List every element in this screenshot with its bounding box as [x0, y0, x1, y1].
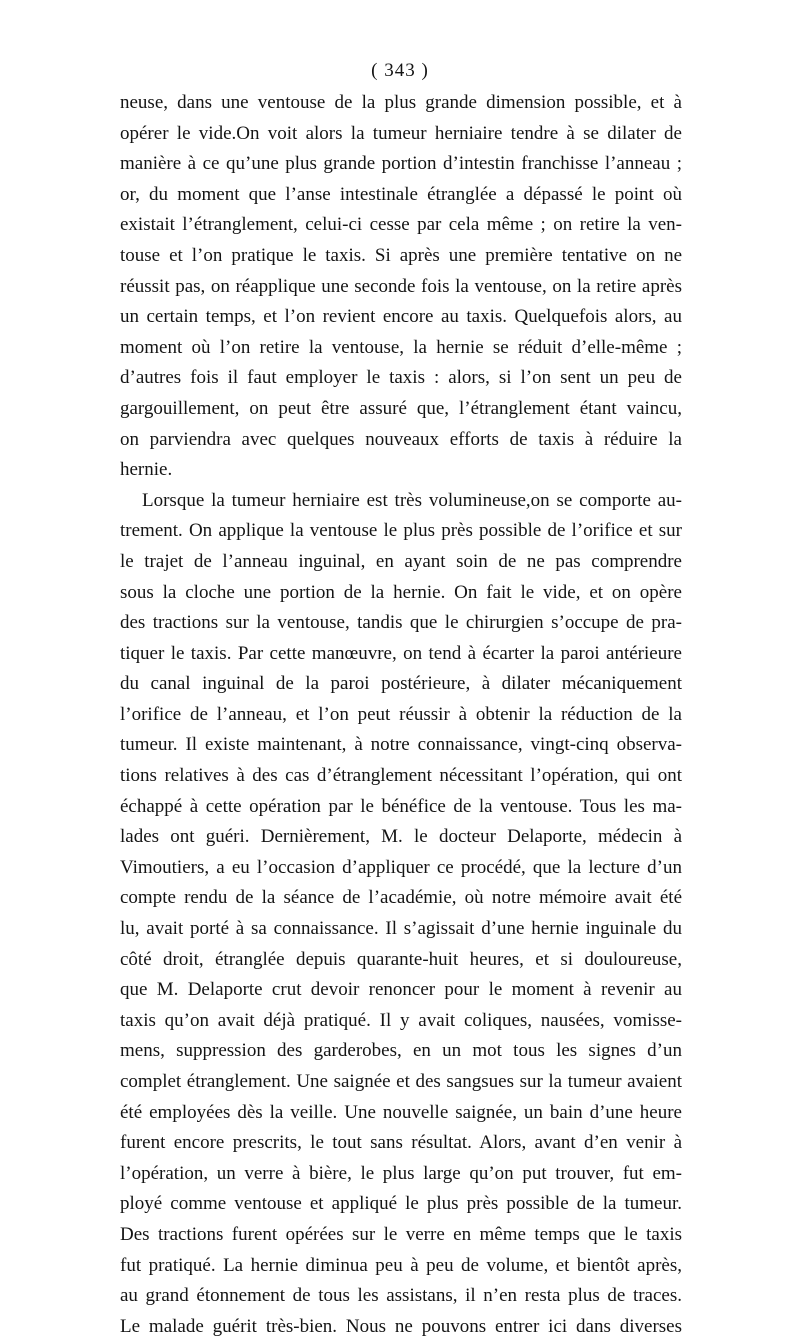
text-line: lu, avait porté à sa connaissance. Il s’agissait d’une hernie inguinale du: [120, 918, 682, 940]
text-line: d’autres fois il faut employer le taxis : alors, si l’on sent un peu de: [120, 367, 682, 389]
text-line: mens, suppression des garderobes, en un mot tous les signes d’un: [120, 1040, 682, 1062]
text-line: côté droit, étranglée depuis quarante-huit heures, et si douloureuse,: [120, 948, 682, 970]
text-line: l’opération, un verre à bière, le plus large qu’on put trouver, fut em-: [120, 1162, 682, 1184]
text-line: trement. On applique la ventouse le plus près possible de l’orifice et sur: [120, 520, 682, 542]
text-line: du canal inguinal de la paroi postérieure, à dilater mécaniquement: [120, 673, 682, 695]
text-line: manière à ce qu’une plus grande portion d’intestin franchisse l’anneau ;: [120, 153, 682, 175]
text-line: Des tractions furent opérées sur le verre en même temps que le taxis: [120, 1223, 682, 1245]
page-number: ( 343 ): [371, 60, 429, 81]
text-line: compte rendu de la séance de l’académie, où notre mémoire avait été: [120, 887, 682, 909]
text-line: taxis qu’on avait déjà pratiqué. Il y avait coliques, nausées, vomisse-: [120, 1009, 682, 1031]
text-line: Vimoutiers, a eu l’occasion d’appliquer ce procédé, que la lecture d’un: [120, 856, 682, 878]
paragraph-start-line: Lorsque la tumeur herniaire est très volumineuse,on se comporte au-: [142, 489, 682, 511]
body-text: [120, 88, 682, 1342]
paragraph-end-line: hernie.: [120, 459, 173, 481]
text-line: lades ont guéri. Dernièrement, M. le docteur Delaporte, médecin à: [120, 826, 682, 848]
text-line: échappé à cette opération par le bénéfice de la ventouse. Tous les ma-: [120, 795, 682, 817]
text-line: neuse, dans une ventouse de la plus grande dimension possible, et à: [120, 92, 682, 113]
text-line: ployé comme ventouse et appliqué le plus près possible de la tumeur.: [120, 1193, 682, 1215]
text-line: complet étranglement. Une saignée et des sangsues sur la tumeur avaient: [120, 1071, 682, 1092]
text-line: on parviendra avec quelques nouveaux efforts de taxis à réduire la: [120, 428, 682, 450]
text-line: opérer le vide.On voit alors la tumeur herniaire tendre à se dilater de: [120, 122, 682, 144]
text-line: furent encore prescrits, le tout sans résultat. Alors, avant d’en venir à: [120, 1132, 682, 1154]
text-line: or, du moment que l’anse intestinale étranglée a dépassé le point où: [120, 183, 682, 205]
text-line: fut pratiqué. La hernie diminua peu à peu de volume, et bientôt après,: [120, 1254, 682, 1276]
text-line: que M. Delaporte crut devoir renoncer pour le moment à revenir au: [120, 979, 682, 1001]
text-line: existait l’étranglement, celui-ci cesse par cela même ; on retire la ven-: [120, 214, 682, 236]
text-line: l’orifice de l’anneau, et l’on peut réussir à obtenir la réduction de la: [120, 703, 682, 725]
text-line: Le malade guérit très-bien. Nous ne pouvons entrer ici dans diverses: [120, 1315, 682, 1337]
text-line: moment où l’on retire la ventouse, la hernie se réduit d’elle-même ;: [120, 336, 682, 358]
text-line: au grand étonnement de tous les assistans, il n’en resta plus de traces.: [120, 1285, 682, 1307]
text-line: tiquer le taxis. Par cette manœuvre, on tend à écarter la paroi antérieure: [120, 642, 682, 664]
text-line: tions relatives à des cas d’étranglement nécessitant l’opération, qui ont: [120, 765, 682, 787]
text-line: réussit pas, on réapplique une seconde fois la ventouse, on la retire après: [120, 275, 682, 297]
text-line: été employées dès la veille. Une nouvelle saignée, un bain d’une heure: [120, 1101, 682, 1123]
text-line: le trajet de l’anneau inguinal, en ayant soin de ne pas comprendre: [120, 550, 682, 572]
text-line: gargouillement, on peut être assuré que, l’étranglement étant vaincu,: [120, 397, 682, 419]
text-line: touse et l’on pratique le taxis. Si après une première tentative on ne: [120, 244, 682, 266]
text-line: sous la cloche une portion de la hernie. On fait le vide, et on opère: [120, 581, 682, 603]
text-line: des tractions sur la ventouse, tandis que le chirurgien s’occupe de pra-: [120, 612, 682, 634]
text-line: tumeur. Il existe maintenant, à notre connaissance, vingt-cinq observa-: [120, 734, 682, 756]
text-line: un certain temps, et l’on revient encore au taxis. Quelquefois alors, au: [120, 306, 682, 328]
